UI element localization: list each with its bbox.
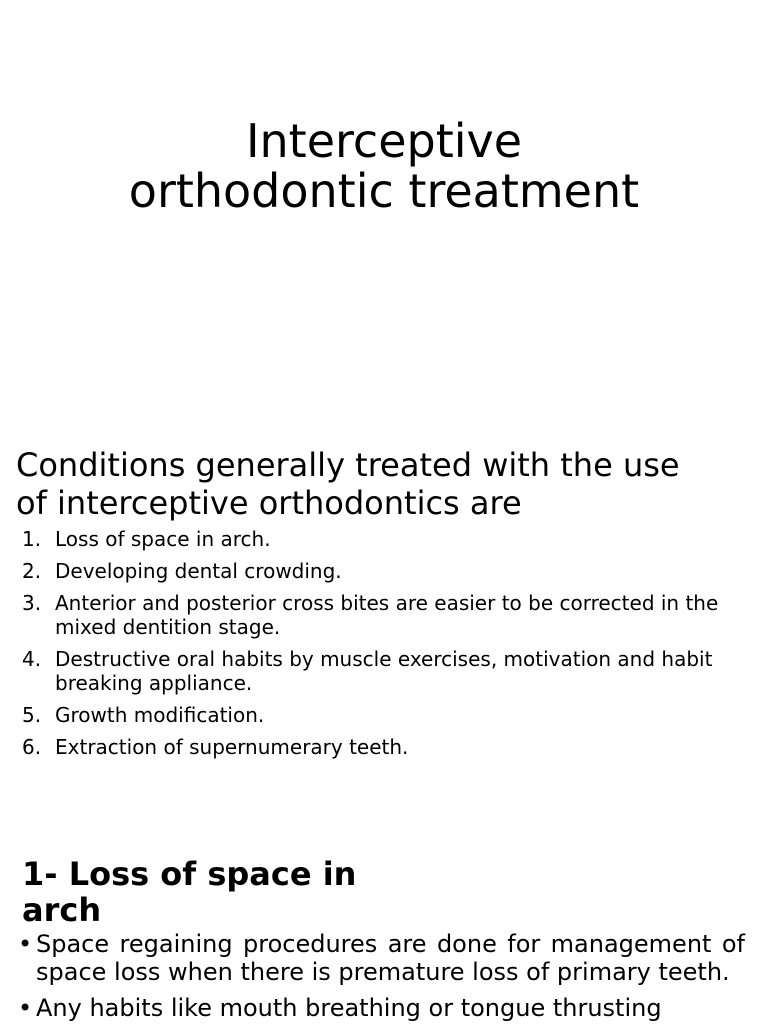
- bullet-list: [18, 930, 745, 1024]
- bullet-item: [18, 930, 745, 986]
- list-item-text: Destructive oral habits by muscle exercises, motivation and habit breaking appliance.: [55, 647, 713, 695]
- list-item-text: Loss of space in arch.: [55, 527, 271, 551]
- list-item-number: 5.: [22, 703, 42, 727]
- section-heading-line-1: 1- Loss of space in: [22, 855, 357, 893]
- list-item-number: 4.: [22, 647, 42, 671]
- list-item-text: Developing dental crowding.: [55, 559, 342, 583]
- list-item-text: Extraction of supernumerary teeth.: [55, 735, 409, 759]
- list-item: [20, 735, 740, 759]
- list-item-text: Anterior and posterior cross bites are easier to be corrected in the mixed dentition stage.: [55, 591, 719, 639]
- title-slide: [0, 0, 768, 432]
- presentation-title: [0, 116, 768, 216]
- list-item-number: 6.: [22, 735, 42, 759]
- bullet-icon: •: [18, 930, 33, 958]
- conditions-list: [20, 527, 740, 767]
- conditions-heading: [16, 446, 756, 522]
- conditions-heading-line-1: Conditions generally treated with the use: [16, 446, 680, 484]
- section-heading: [22, 856, 422, 928]
- bullet-text: Space regaining procedures are done for management of space loss when there is premature loss of primary teeth.: [36, 930, 745, 986]
- list-item: [20, 591, 740, 639]
- conditions-heading-line-2: of interceptive orthodontics are: [16, 484, 522, 522]
- bullet-icon: •: [18, 994, 33, 1022]
- bullet-text: Any habits like mouth breathing or tongue thrusting: [36, 994, 662, 1022]
- title-line-2: orthodontic treatment: [128, 164, 640, 218]
- list-item: [20, 647, 740, 695]
- list-item-text: Growth modification.: [55, 703, 265, 727]
- bullet-item: [18, 994, 745, 1022]
- list-item: [20, 559, 740, 583]
- list-item-number: 2.: [22, 559, 42, 583]
- title-line-1: Interceptive: [245, 114, 523, 168]
- list-item: [20, 527, 740, 551]
- section-heading-line-2: arch: [22, 891, 102, 929]
- list-item-number: 3.: [22, 591, 42, 615]
- space-loss-slide: [0, 842, 768, 1024]
- list-item: [20, 703, 740, 727]
- list-item-number: 1.: [22, 527, 42, 551]
- conditions-slide: [0, 432, 768, 842]
